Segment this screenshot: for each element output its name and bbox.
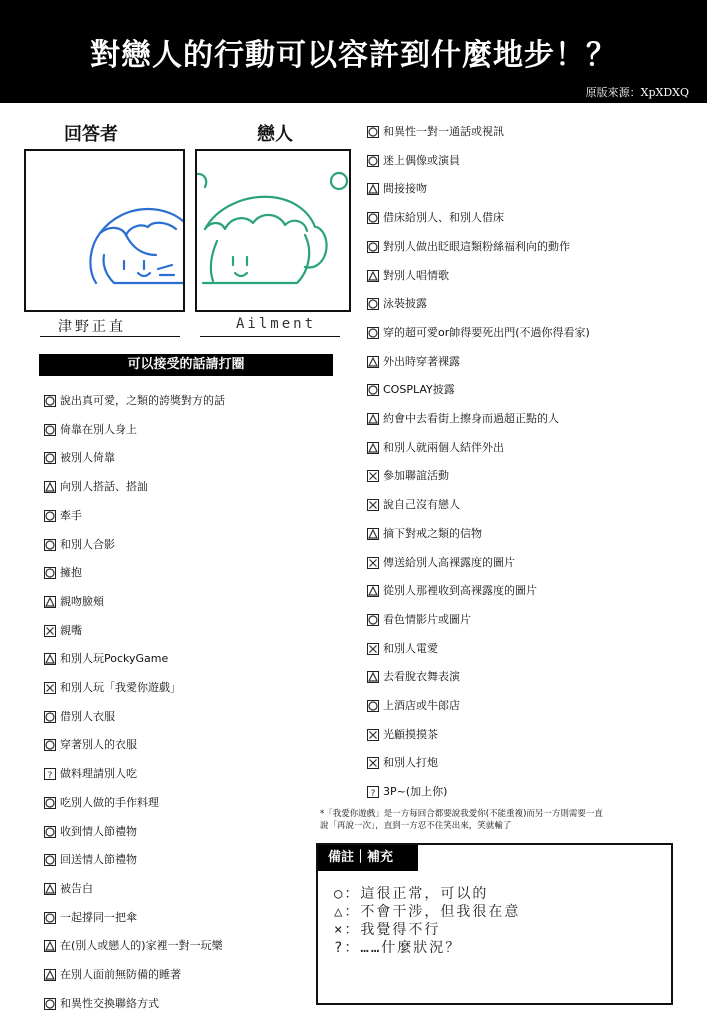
checklist-item-label: 去看脫衣舞表演 <box>383 670 460 684</box>
answer-mark-icon[interactable] <box>44 539 56 551</box>
answer-mark-icon[interactable] <box>44 797 56 809</box>
answer-mark-icon[interactable] <box>44 596 56 608</box>
checklist-item <box>367 613 471 627</box>
answer-mark-icon[interactable] <box>367 126 379 138</box>
notes-panel <box>316 843 673 1005</box>
checklist-item <box>44 738 137 752</box>
answer-mark-icon[interactable] <box>44 969 56 981</box>
checklist-item-label: 在(別人或戀人的)家裡一對一玩樂 <box>60 939 223 953</box>
checklist-item-label: 從別人那裡收到高裸露度的圖片 <box>383 584 537 598</box>
checklist-item-label: 回送情人節禮物 <box>60 853 137 867</box>
answer-mark-icon[interactable] <box>367 413 379 425</box>
answer-mark-icon[interactable] <box>367 183 379 195</box>
answer-mark-icon[interactable] <box>367 298 379 310</box>
checklist-item-label: 借床給別人、和別人借床 <box>383 211 504 225</box>
checklist-item-label: 和別人就兩個人結伴外出 <box>383 440 504 454</box>
checklist-item-label: 間接接吻 <box>383 182 427 196</box>
checklist-item-label: 對別人唱情歌 <box>383 268 449 282</box>
checklist-item-label: 倚靠在別人身上 <box>60 422 137 436</box>
checklist-item <box>44 480 148 494</box>
checklist-item-label: 3P~(加上你) <box>383 785 448 799</box>
checklist-item <box>367 584 537 598</box>
checklist-item-label: 摘下對戒之類的信物 <box>383 526 482 540</box>
lover-name-line <box>200 336 340 337</box>
checklist-item <box>44 595 104 609</box>
answer-mark-icon[interactable] <box>367 729 379 741</box>
answer-mark-icon[interactable] <box>367 643 379 655</box>
checklist-item-label: 和異性交換聯絡方式 <box>60 996 159 1010</box>
checklist-item <box>367 670 460 684</box>
source-credit: 原版來源：XpXDXQ <box>585 86 689 99</box>
checklist-item <box>44 911 137 925</box>
svg-text:?: ? <box>47 771 53 780</box>
checklist-item <box>367 326 590 340</box>
checklist-item-label: 和別人電愛 <box>383 641 438 655</box>
checklist-item <box>44 624 82 638</box>
checklist-item-label: 說出真可愛，之類的誇獎對方的話 <box>60 394 225 407</box>
checklist-item <box>44 939 223 953</box>
checklist-item <box>44 566 82 580</box>
checklist-item-label: 傳送給別人高裸露度的圖片 <box>383 555 515 569</box>
checklist-item <box>367 498 460 512</box>
checklist-item <box>367 355 460 369</box>
legend-line: ×：我覺得不行 <box>334 922 441 938</box>
answer-mark-icon[interactable] <box>367 757 379 769</box>
answer-mark-icon[interactable] <box>44 912 56 924</box>
legend-line: △：不會干涉，但我很在意 <box>334 904 521 920</box>
answer-mark-icon[interactable] <box>44 826 56 838</box>
checklist-item-label: 被別人倚靠 <box>60 451 115 465</box>
answer-mark-icon[interactable] <box>44 452 56 464</box>
instruction-bar: 可以接受的話請打圈 <box>39 354 333 376</box>
checklist-item-label: 約會中去看街上擦身而過超正點的人 <box>383 412 559 425</box>
respondent-doodle <box>26 151 183 310</box>
answer-mark-icon[interactable] <box>44 940 56 952</box>
answer-mark-icon[interactable] <box>367 614 379 626</box>
lover-portrait-box <box>195 149 351 312</box>
answer-mark-icon[interactable] <box>44 854 56 866</box>
answer-mark-icon[interactable] <box>44 768 56 780</box>
checklist-item-label: 吃別人做的手作料理 <box>60 795 159 809</box>
checklist-item-label: 看色情影片或圖片 <box>383 612 471 626</box>
checklist-item <box>367 125 504 139</box>
checklist-item <box>367 269 449 283</box>
respondent-name: 津野正直 <box>58 319 126 335</box>
answer-mark-icon[interactable] <box>44 883 56 895</box>
answer-mark-icon[interactable] <box>367 442 379 454</box>
lover-doodle <box>197 151 349 310</box>
checklist-item-label: 做料理請別人吃 <box>60 767 137 781</box>
checklist-item <box>44 451 115 465</box>
checklist-item <box>367 785 447 799</box>
checklist-item <box>44 394 225 408</box>
answer-mark-icon[interactable] <box>367 212 379 224</box>
checklist-item-label: 上酒店或牛郎店 <box>383 699 460 712</box>
checklist-item <box>44 882 93 896</box>
answer-mark-icon[interactable] <box>367 528 379 540</box>
checklist-item-label: 和別人玩PockyGame <box>60 652 169 666</box>
answer-mark-icon[interactable] <box>44 424 56 436</box>
checklist-item-label: 在別人面前無防備的睡著 <box>60 968 181 981</box>
checklist-item-label: 和別人打炮 <box>383 756 438 770</box>
answer-mark-icon[interactable] <box>367 241 379 253</box>
checklist-item-label: 對別人做出眨眼這類粉絲福利向的動作 <box>383 239 570 253</box>
checklist-item <box>367 412 559 426</box>
legend-line: ○：這很正常，可以的 <box>334 886 489 902</box>
checklist-item-label: 向別人搭話、搭訕 <box>60 480 148 494</box>
checklist-item <box>367 756 438 770</box>
checklist-item-label: 光顧摸摸茶 <box>383 727 438 741</box>
answer-mark-icon[interactable] <box>44 653 56 665</box>
checklist-item <box>44 681 181 695</box>
checklist-item-label: 牽手 <box>60 508 82 522</box>
checklist-item <box>44 825 137 839</box>
checklist-item <box>367 441 504 455</box>
page-title: 對戀人的行動可以容許到什麼地步！？ <box>90 38 617 73</box>
checklist-item <box>367 699 460 713</box>
checklist-item <box>44 997 159 1011</box>
answer-mark-icon[interactable] <box>367 270 379 282</box>
checklist-item-label: 泳裝披露 <box>383 297 427 311</box>
answer-mark-icon[interactable] <box>44 567 56 579</box>
checklist-item-label: 迷上偶像或演員 <box>383 153 460 167</box>
checklist-item <box>367 527 482 541</box>
checklist-item-label: 一起撐同一把傘 <box>60 910 137 924</box>
answer-mark-icon[interactable] <box>367 700 379 712</box>
checklist-item <box>367 297 427 311</box>
answer-mark-icon[interactable] <box>367 356 379 368</box>
respondent-label: 回答者 <box>64 124 118 145</box>
lover-label: 戀人 <box>257 124 293 145</box>
checklist-item <box>367 469 449 483</box>
checklist-item-label: 收到情人節禮物 <box>60 824 137 838</box>
answer-mark-icon[interactable] <box>367 585 379 597</box>
checklist-item-label: 被告白 <box>60 881 93 895</box>
checklist-item <box>44 796 159 810</box>
checklist-item <box>44 767 137 781</box>
answer-mark-icon[interactable] <box>367 671 379 683</box>
respondent-portrait-box <box>24 149 185 312</box>
checklist-item-label: 親吻臉頰 <box>60 594 104 608</box>
checklist-item <box>367 154 460 168</box>
answer-mark-icon[interactable] <box>367 384 379 396</box>
checklist-item <box>367 728 438 742</box>
answer-mark-icon[interactable] <box>367 470 379 482</box>
checklist-item <box>367 556 515 570</box>
checklist-item-label: 和別人合影 <box>60 537 115 551</box>
checklist-item-label: 借別人衣服 <box>60 709 115 723</box>
checklist-item <box>44 853 137 867</box>
checklist-item <box>367 642 438 656</box>
answer-mark-icon[interactable] <box>367 155 379 167</box>
answer-mark-icon[interactable] <box>367 327 379 339</box>
checklist-item-label: 穿著別人的衣服 <box>60 738 137 752</box>
answer-mark-icon[interactable] <box>44 395 56 407</box>
checklist-item <box>44 423 137 437</box>
checklist-item-label: 親嘴 <box>60 623 82 637</box>
checklist-item-label: 和別人玩「我愛你遊戲」 <box>60 681 181 694</box>
checklist-item-label: COSPLAY披露 <box>383 383 455 397</box>
checklist-item-label: 穿的超可愛or帥得要死出門(不過你得看家) <box>383 325 590 339</box>
header-banner <box>0 0 707 103</box>
checklist-item <box>367 383 455 397</box>
checklist-item <box>44 968 181 982</box>
answer-mark-icon[interactable] <box>44 682 56 694</box>
answer-mark-icon[interactable] <box>44 510 56 522</box>
checklist-item-label: 參加聯誼活動 <box>383 469 449 483</box>
legend-line: ?：……什麼狀況？ <box>334 940 462 956</box>
answer-mark-icon[interactable] <box>44 739 56 751</box>
svg-text:?: ? <box>370 789 376 798</box>
answer-mark-icon[interactable] <box>44 711 56 723</box>
checklist-item <box>44 710 115 724</box>
checklist-item <box>44 652 168 666</box>
checklist-item <box>367 240 570 254</box>
notes-header: 備註｜補充 <box>318 845 418 871</box>
answer-mark-icon[interactable] <box>367 499 379 511</box>
checklist-item <box>367 211 504 225</box>
lover-name: Ailment <box>236 316 317 332</box>
answer-mark-icon[interactable] <box>44 481 56 493</box>
checklist-item-label: 說自己沒有戀人 <box>383 498 460 512</box>
checklist-item-label: 擁抱 <box>60 566 82 580</box>
checklist-item <box>44 509 82 523</box>
answer-mark-icon[interactable] <box>367 786 379 798</box>
checklist-item-label: 和異性一對一通話或視訊 <box>383 125 504 138</box>
footnote: *「我愛你遊戲」是一方每回合都要說我愛你(不能重複)而另一方則需要一直說「再說一次」，直到一方忍不住笑出來，笑就輸了 <box>320 809 603 831</box>
checklist-item-label: 外出時穿著裸露 <box>383 354 460 368</box>
answer-mark-icon[interactable] <box>367 557 379 569</box>
checklist-item <box>367 182 427 196</box>
answer-mark-icon[interactable] <box>44 998 56 1010</box>
checklist-item <box>44 538 115 552</box>
answer-mark-icon[interactable] <box>44 625 56 637</box>
respondent-name-line <box>40 336 180 337</box>
